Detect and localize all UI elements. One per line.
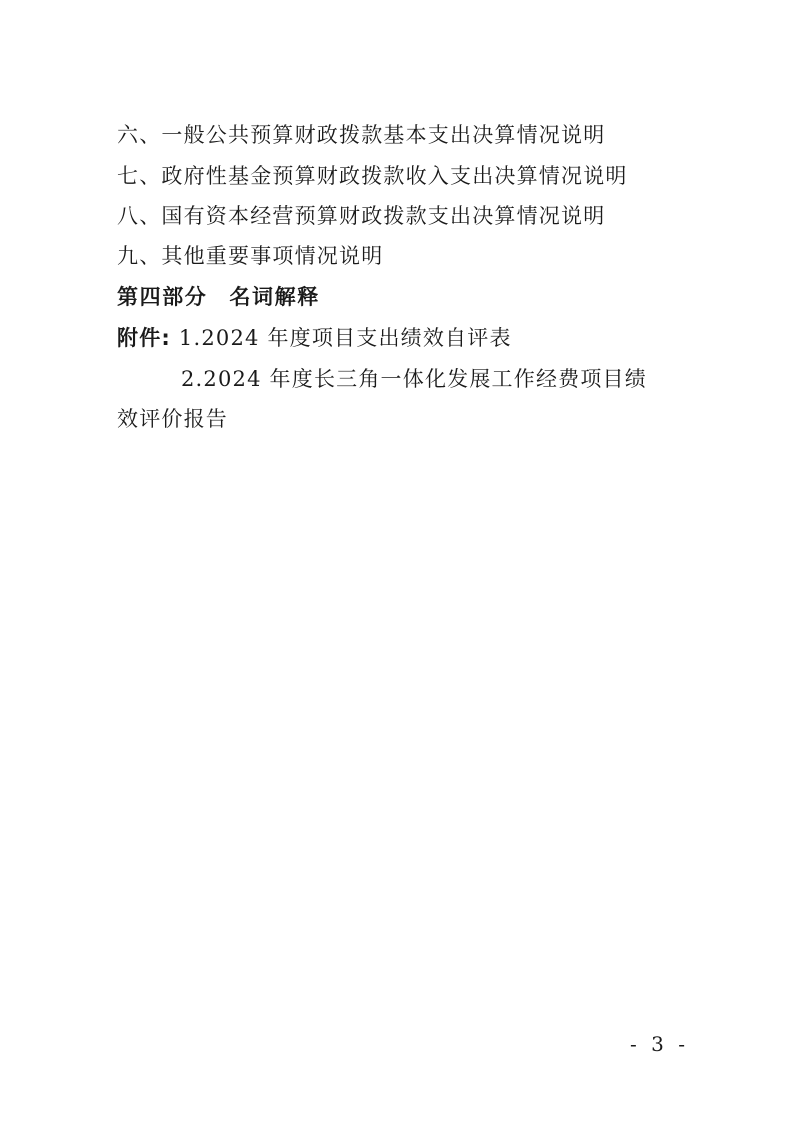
toc-item-9: 九、其他重要事项情况说明	[117, 244, 384, 268]
attachment-item-2-line-2: 效评价报告	[117, 407, 228, 431]
toc-item-8: 八、国有资本经营预算财政拨款支出决算情况说明	[117, 204, 606, 228]
toc-item-6: 六、一般公共预算财政拨款基本支出决算情况说明	[117, 123, 606, 147]
toc-item-7: 七、政府性基金预算财政拨款收入支出决算情况说明	[117, 164, 628, 188]
part-four-label: 第四部分	[117, 285, 208, 309]
attachment-item-1: 1.2024 年度项目支出绩效自评表	[178, 326, 512, 350]
attachments-line	[117, 323, 512, 353]
part-four-heading	[117, 282, 320, 312]
page-number: - 3 -	[630, 1032, 689, 1056]
attachment-item-2-line-1: 2.2024 年度长三角一体化发展工作经费项目绩	[181, 367, 647, 391]
attachments-label: 附件:	[117, 326, 171, 350]
part-four-title: 名词解释	[229, 285, 320, 309]
